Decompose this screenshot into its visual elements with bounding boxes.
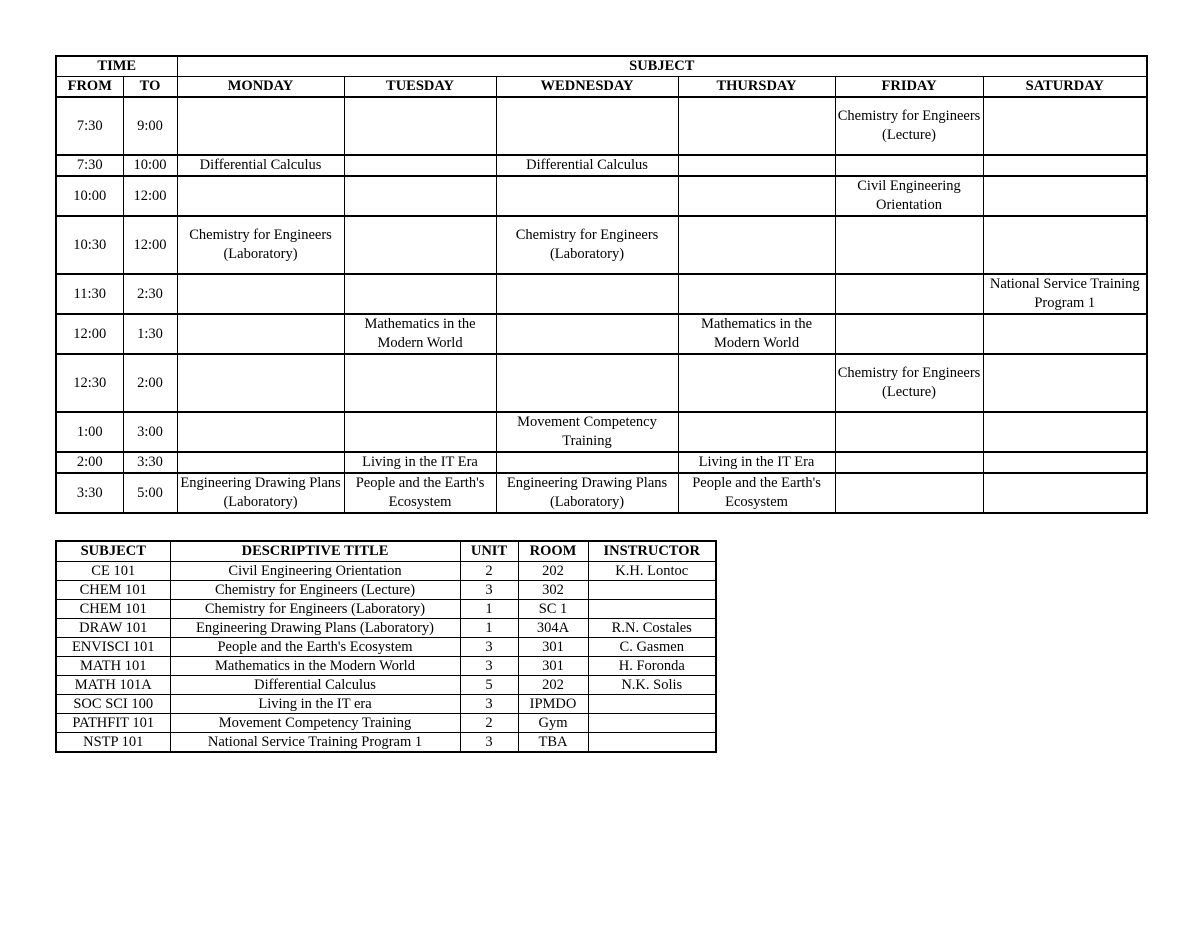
class-cell-monday xyxy=(177,314,344,354)
time-from-cell: 7:30 xyxy=(56,97,123,155)
legend-unit: 1 xyxy=(460,619,518,638)
legend-instructor xyxy=(588,714,716,733)
legend-room: TBA xyxy=(518,733,588,753)
class-cell-wednesday xyxy=(496,452,678,473)
class-cell-wednesday: Movement Competency Training xyxy=(496,412,678,452)
legend-subject-code: MATH 101A xyxy=(56,676,170,695)
day-header-monday: MONDAY xyxy=(177,77,344,98)
schedule-row xyxy=(56,452,1147,473)
legend-unit: 3 xyxy=(460,733,518,753)
time-to-cell: 2:30 xyxy=(123,274,177,314)
class-cell-monday: Engineering Drawing Plans (Laboratory) xyxy=(177,473,344,513)
day-header-thursday: THURSDAY xyxy=(678,77,835,98)
legend-descriptive-title: People and the Earth's Ecosystem xyxy=(170,638,460,657)
class-cell-thursday: Mathematics in the Modern World xyxy=(678,314,835,354)
legend-unit: 3 xyxy=(460,657,518,676)
class-cell-thursday xyxy=(678,97,835,155)
class-cell-saturday xyxy=(983,97,1147,155)
legend-instructor xyxy=(588,733,716,753)
time-to-cell: 9:00 xyxy=(123,97,177,155)
time-from-cell: 11:30 xyxy=(56,274,123,314)
class-schedule-table xyxy=(55,55,1148,514)
class-cell-wednesday xyxy=(496,176,678,216)
legend-row xyxy=(56,619,716,638)
schedule-row xyxy=(56,216,1147,274)
class-cell-saturday: National Service Training Program 1 xyxy=(983,274,1147,314)
legend-descriptive-title: Civil Engineering Orientation xyxy=(170,562,460,581)
legend-descriptive-title: Mathematics in the Modern World xyxy=(170,657,460,676)
schedule-row xyxy=(56,97,1147,155)
legend-descriptive-title: Chemistry for Engineers (Lecture) xyxy=(170,581,460,600)
schedule-row xyxy=(56,176,1147,216)
legend-subject-code: CHEM 101 xyxy=(56,581,170,600)
class-cell-thursday xyxy=(678,354,835,412)
class-cell-saturday xyxy=(983,314,1147,354)
legend-unit: 2 xyxy=(460,714,518,733)
legend-header-subject: SUBJECT xyxy=(56,541,170,562)
class-cell-friday xyxy=(835,216,983,274)
legend-subject-code: PATHFIT 101 xyxy=(56,714,170,733)
legend-unit: 2 xyxy=(460,562,518,581)
time-from-cell: 12:30 xyxy=(56,354,123,412)
time-from-cell: 2:00 xyxy=(56,452,123,473)
time-to-cell: 12:00 xyxy=(123,216,177,274)
class-cell-saturday xyxy=(983,155,1147,176)
legend-subject-code: MATH 101 xyxy=(56,657,170,676)
class-cell-monday xyxy=(177,354,344,412)
class-cell-saturday xyxy=(983,412,1147,452)
legend-subject-code: SOC SCI 100 xyxy=(56,695,170,714)
legend-instructor: K.H. Lontoc xyxy=(588,562,716,581)
class-cell-friday xyxy=(835,473,983,513)
class-cell-monday xyxy=(177,452,344,473)
legend-descriptive-title: Differential Calculus xyxy=(170,676,460,695)
class-cell-wednesday xyxy=(496,97,678,155)
class-cell-friday xyxy=(835,274,983,314)
legend-subject-code: NSTP 101 xyxy=(56,733,170,753)
legend-row xyxy=(56,581,716,600)
class-cell-tuesday xyxy=(344,97,496,155)
time-to-cell: 12:00 xyxy=(123,176,177,216)
class-cell-saturday xyxy=(983,354,1147,412)
class-cell-monday: Chemistry for Engineers (Laboratory) xyxy=(177,216,344,274)
schedule-row xyxy=(56,314,1147,354)
class-cell-saturday xyxy=(983,216,1147,274)
class-cell-friday: Chemistry for Engineers (Lecture) xyxy=(835,97,983,155)
class-cell-tuesday: People and the Earth's Ecosystem xyxy=(344,473,496,513)
schedule-row xyxy=(56,412,1147,452)
class-cell-thursday xyxy=(678,216,835,274)
time-from-cell: 3:30 xyxy=(56,473,123,513)
class-cell-friday: Civil Engineering Orientation xyxy=(835,176,983,216)
legend-room: 202 xyxy=(518,562,588,581)
time-to-cell: 3:30 xyxy=(123,452,177,473)
schedule-row xyxy=(56,354,1147,412)
schedule-row xyxy=(56,274,1147,314)
legend-room: Gym xyxy=(518,714,588,733)
class-cell-tuesday: Living in the IT Era xyxy=(344,452,496,473)
class-cell-wednesday: Chemistry for Engineers (Laboratory) xyxy=(496,216,678,274)
day-header-friday: FRIDAY xyxy=(835,77,983,98)
legend-descriptive-title: Engineering Drawing Plans (Laboratory) xyxy=(170,619,460,638)
class-cell-monday xyxy=(177,176,344,216)
time-to-cell: 3:00 xyxy=(123,412,177,452)
class-cell-wednesday xyxy=(496,354,678,412)
day-header-tuesday: TUESDAY xyxy=(344,77,496,98)
legend-header-instructor: INSTRUCTOR xyxy=(588,541,716,562)
class-cell-monday xyxy=(177,412,344,452)
day-header-wednesday: WEDNESDAY xyxy=(496,77,678,98)
schedule-body xyxy=(56,97,1147,513)
legend-descriptive-title: National Service Training Program 1 xyxy=(170,733,460,753)
legend-row xyxy=(56,676,716,695)
class-cell-friday xyxy=(835,452,983,473)
legend-unit: 3 xyxy=(460,638,518,657)
class-cell-tuesday xyxy=(344,155,496,176)
legend-room: 202 xyxy=(518,676,588,695)
time-to-cell: 10:00 xyxy=(123,155,177,176)
class-cell-friday: Chemistry for Engineers (Lecture) xyxy=(835,354,983,412)
time-header: TIME xyxy=(56,56,177,77)
legend-header-unit: UNIT xyxy=(460,541,518,562)
legend-room: 301 xyxy=(518,657,588,676)
legend-subject-code: CHEM 101 xyxy=(56,600,170,619)
class-cell-wednesday: Differential Calculus xyxy=(496,155,678,176)
class-cell-thursday xyxy=(678,274,835,314)
to-header: TO xyxy=(123,77,177,98)
class-cell-friday xyxy=(835,155,983,176)
class-cell-saturday xyxy=(983,452,1147,473)
legend-row xyxy=(56,657,716,676)
legend-descriptive-title: Chemistry for Engineers (Laboratory) xyxy=(170,600,460,619)
class-cell-thursday: People and the Earth's Ecosystem xyxy=(678,473,835,513)
legend-instructor: H. Foronda xyxy=(588,657,716,676)
legend-unit: 3 xyxy=(460,581,518,600)
class-cell-wednesday xyxy=(496,314,678,354)
class-cell-friday xyxy=(835,412,983,452)
schedule-row xyxy=(56,473,1147,513)
legend-row xyxy=(56,600,716,619)
legend-descriptive-title: Living in the IT era xyxy=(170,695,460,714)
schedule-row xyxy=(56,155,1147,176)
legend-instructor xyxy=(588,695,716,714)
time-to-cell: 5:00 xyxy=(123,473,177,513)
day-header-saturday: SATURDAY xyxy=(983,77,1147,98)
legend-row xyxy=(56,562,716,581)
legend-instructor: R.N. Costales xyxy=(588,619,716,638)
legend-row xyxy=(56,714,716,733)
time-from-cell: 10:30 xyxy=(56,216,123,274)
class-cell-tuesday xyxy=(344,176,496,216)
legend-instructor: C. Gasmen xyxy=(588,638,716,657)
class-cell-saturday xyxy=(983,176,1147,216)
class-cell-tuesday xyxy=(344,412,496,452)
class-cell-friday xyxy=(835,314,983,354)
legend-header-room: ROOM xyxy=(518,541,588,562)
legend-instructor: N.K. Solis xyxy=(588,676,716,695)
legend-room: 304A xyxy=(518,619,588,638)
class-cell-monday xyxy=(177,97,344,155)
legend-row xyxy=(56,638,716,657)
legend-instructor xyxy=(588,581,716,600)
class-cell-tuesday: Mathematics in the Modern World xyxy=(344,314,496,354)
subject-legend-table xyxy=(55,540,717,753)
legend-row xyxy=(56,695,716,714)
class-cell-thursday xyxy=(678,176,835,216)
class-cell-tuesday xyxy=(344,216,496,274)
subject-header: SUBJECT xyxy=(177,56,1147,77)
time-from-cell: 1:00 xyxy=(56,412,123,452)
time-to-cell: 1:30 xyxy=(123,314,177,354)
legend-header-title: DESCRIPTIVE TITLE xyxy=(170,541,460,562)
class-cell-saturday xyxy=(983,473,1147,513)
legend-unit: 1 xyxy=(460,600,518,619)
legend-room: 301 xyxy=(518,638,588,657)
legend-unit: 5 xyxy=(460,676,518,695)
class-cell-thursday xyxy=(678,155,835,176)
time-from-cell: 12:00 xyxy=(56,314,123,354)
class-cell-tuesday xyxy=(344,274,496,314)
time-to-cell: 2:00 xyxy=(123,354,177,412)
legend-unit: 3 xyxy=(460,695,518,714)
class-cell-monday: Differential Calculus xyxy=(177,155,344,176)
class-cell-wednesday: Engineering Drawing Plans (Laboratory) xyxy=(496,473,678,513)
legend-subject-code: DRAW 101 xyxy=(56,619,170,638)
class-cell-monday xyxy=(177,274,344,314)
from-header: FROM xyxy=(56,77,123,98)
legend-instructor xyxy=(588,600,716,619)
legend-subject-code: CE 101 xyxy=(56,562,170,581)
time-from-cell: 7:30 xyxy=(56,155,123,176)
class-cell-tuesday xyxy=(344,354,496,412)
time-from-cell: 10:00 xyxy=(56,176,123,216)
legend-row xyxy=(56,733,716,753)
class-cell-thursday: Living in the IT Era xyxy=(678,452,835,473)
legend-descriptive-title: Movement Competency Training xyxy=(170,714,460,733)
class-cell-thursday xyxy=(678,412,835,452)
legend-room: 302 xyxy=(518,581,588,600)
legend-subject-code: ENVISCI 101 xyxy=(56,638,170,657)
legend-room: IPMDO xyxy=(518,695,588,714)
legend-room: SC 1 xyxy=(518,600,588,619)
class-cell-wednesday xyxy=(496,274,678,314)
legend-body xyxy=(56,562,716,753)
